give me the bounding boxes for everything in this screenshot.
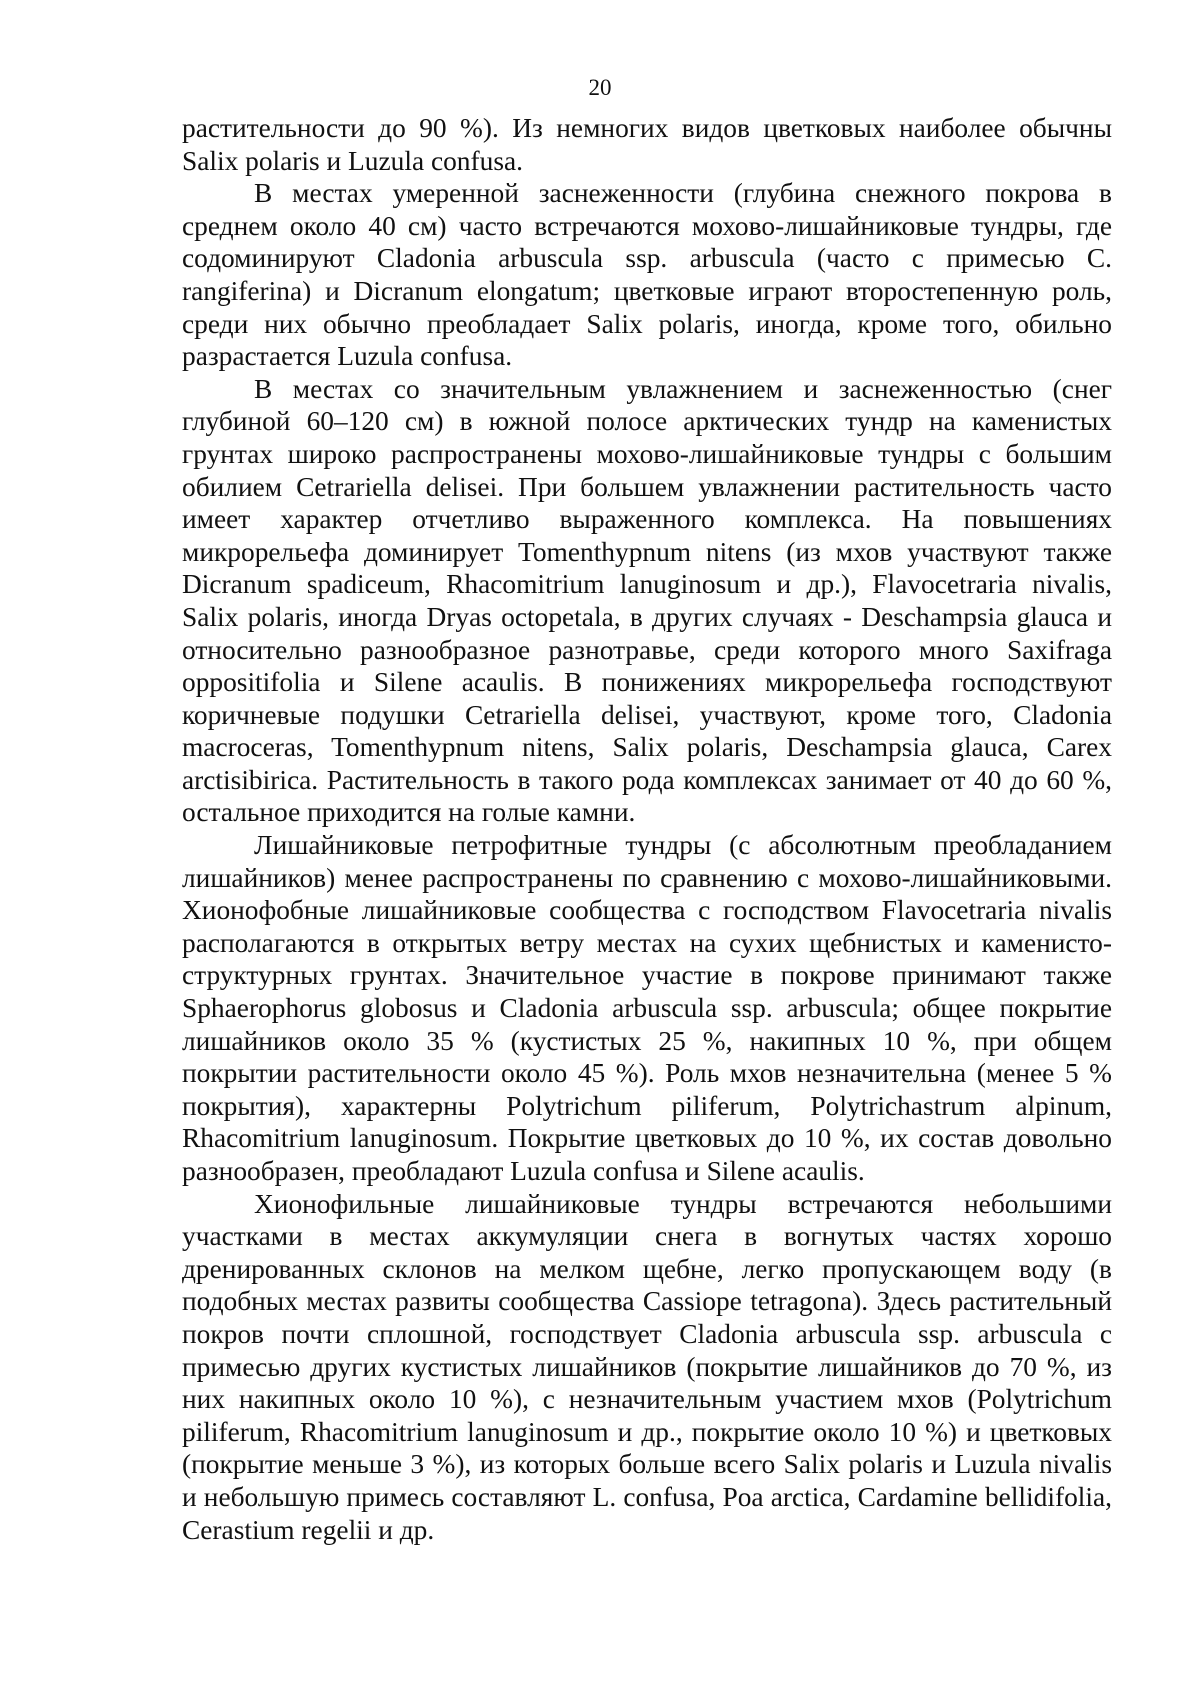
paragraph-chionophile-lichen: Хионофильные лишайниковые тундры встречаются небольшими участками в местах аккумуляции снега в вогнутых частях хорошо дренированных склонов на мелком щебне, легко пропускающем воду (в подобных местах развиты сообщества Cassiope tetragona). Здесь растительный покров почти сплошной, господствует Cladonia arbuscula ssp. arbuscula с примесью других кустистых лишайников (покрытие лишайников до 70 %, из них накипных около 10 %), с незначительным участием мхов (Polytrichum piliferum, Rhacomitrium lanuginosum и др., покрытие около 10 %) и цветковых (покрытие меньше 3 %), из которых больше всего Salix polaris и Luzula nivalis и небольшую примесь составляют L. confusa, Poa arctica, Cardamine bellidifolia, Cerastium regelii и др.: [182, 1188, 1112, 1545]
paragraph-lichen-petrophyte: Лишайниковые петрофитные тундры (с абсолютным преобладанием лишайников) менее распространены по сравнению с мохово-лишайниковыми. Хионофобные лишайниковые сообщества с господством Flavocetraria nivalis располагаются в открытых ветру местах на сухих щебнистых и каменисто-структурных грунтах. Значительное участие в покрове принимают также Sphaerophorus globosus и Cladonia arbuscula ssp. arbuscula; общее покрытие лишайников около 35 % (кустистых 25 %, накипных 10 %, при общем покрытии растительности около 45 %). Роль мхов незначительна (менее 5 % покрытия), характерны Polytrichum piliferum, Polytrichastrum alpinum, Rhacomitrium lanuginosum. Покрытие цветковых до 10 %, их состав довольно разнообразен, преобладают Luzula confusa и Silene acaulis.: [182, 830, 1112, 1186]
page-number: 20: [588, 75, 612, 100]
paragraph-significant-moisture: В местах со значительным увлажнением и заснеженностью (снег глубиной 60–120 см) в южной полосе арктических тундр на каменистых грунтах широко распространены мохово-лишайниковые тундры с большим обилием Cetrariella delisei. При большем увлажнении растительность часто имеет характер отчетливо выраженного комплекса. На повышениях микрорельефа доминирует Tomenthypnum nitens (из мхов участвуют также Dicranum spadiceum, Rhacomitrium lanuginosum и др.), Flavocetraria nivalis, Salix polaris, иногда Dryas octopetala, в других случаях - Deschampsia glauca и относительно разнообразное разнотравье, среди которого много Saxifraga oppositifolia и Silene acaulis. В понижениях микрорельефа господствуют коричневые подушки Cetrariella delisei, участвуют, кроме того, Cladonia macroceras, Tomenthypnum nitens, Salix polaris, Deschampsia glauca, Carex arctisibirica. Растительность в такого рода комплексах занимает от 40 до 60 %, остальное приходится на голые камни.: [182, 373, 1112, 828]
paragraph-continued: растительности до 90 %). Из немногих видов цветковых наиболее обычны Salix polaris и Luzula confusa.: [182, 113, 1112, 176]
text-body: [182, 112, 1112, 1546]
paragraph-moderate-snow: В местах умеренной заснеженности (глубина снежного покрова в среднем около 40 см) часто встречаются мохово-лишайниковые тундры, где содоминируют Cladonia arbuscula ssp. arbuscula (часто с примесью C. rangiferina) и Dicranum elongatum; цветковые играют второстепенную роль, среди них обычно преобладает Salix polaris, иногда, кроме того, обильно разрастается Luzula confusa.: [182, 178, 1112, 372]
